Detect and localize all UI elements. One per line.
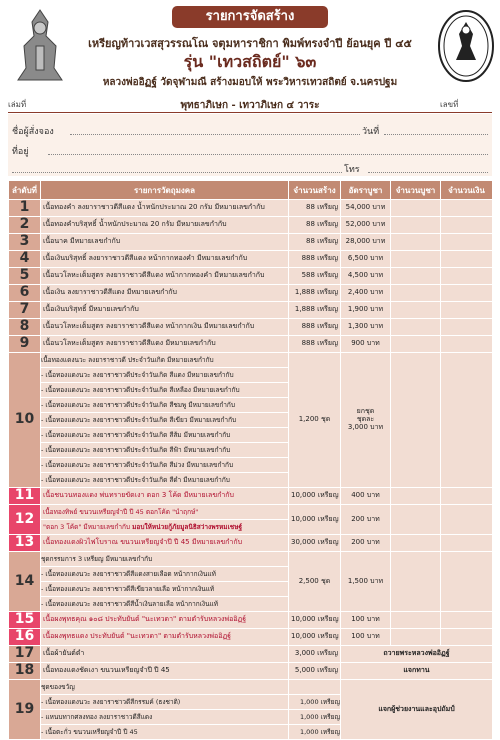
header-line-3: หลวงพ่ออิฏฐ์ วัดจุฬามณี สร้างมอบให้ พระวิหารเทวสถิตย์ จ.นครปฐม	[102, 77, 398, 88]
book-number-label: เล่มที่	[8, 100, 27, 109]
amount-cell[interactable]	[441, 234, 493, 251]
table-row: 13 เนื้อทองแดงผิวไฟโบราณ ขนวนเหรียญจำปี ปี 45 มีหมายเลขกำกับ 30,000 เหรียญ 200 บาท	[9, 535, 493, 552]
table-row: 19 ชุดของขวัญ - เนื้อทองแดงนวะ ลงยาราชาวดีสีกรรมค์ (ธงชาติ) - แหนบทากศลงทอง ลงยาราชาวดีสีแดง - เนื้อตะกั่ว ขนวนเหรียญจำปี ปี 45 1,000 เหรียญ 1,000 เหรียญ 1,000 เหรียญ แจกผู้ช่วยงานและอุปถัมป์	[9, 680, 493, 740]
amount-cell[interactable]	[441, 535, 493, 552]
amount-cell[interactable]	[441, 251, 493, 268]
header-line-2: รุ่น "เทวสถิตย์" ๖๓	[183, 52, 317, 71]
table-row: 16 เนื้อผงพุทธแดง ประทับยันต์ "นะเทวดา" ตามตำรับหลวงพ่ออิฏฐ์ 10,000 เหรียญ 100 บาท	[9, 629, 493, 646]
order-qty-cell[interactable]	[391, 285, 441, 302]
table-row: 10 เนื้อทองแดงนวะ ลงยาราชาวดี ประจำวันเกิด มีหมายเลขกำกับ - เนื้อทองแดงนวะ ลงยาราชาวดีประจำวันเกิด สีแดง มีหมายเลขกำกับ - เนื้อทองแดงนวะ ลงยาราชาวดีประจำวันเกิด สีเหลือง มีหมายเลขกำกับ - เนื้อทองแดงนวะ ลงยาราชาวดีประจำวันเกิด สีชมพู มีหมายเลขกำกับ - เนื้อทองแดงนวะ ลงยาราชาวดีประจำวันเกิด สีเขียว มีหมายเลขกำกับ - เนื้อทองแดงนวะ ลงยาราชาวดีประจำวันเกิด สีส้ม มีหมายเลขกำกับ - เนื้อทองแดงนวะ ลงยาราชาวดีประจำวันเกิด สีฟ้า มีหมายเลขกำกับ - เนื้อทองแดงนวะ ลงยาราชาวดีประจำวันเกิด สีม่วง มีหมายเลขกำกับ - เนื้อทองแดงนวะ ลงยาราชาวดีประจำวันเกิด สีดำ มีหมายเลขกำกับ 1,200 ชุด ยกชุด ชุดละ 3,000 บาท	[9, 353, 493, 488]
divider	[8, 112, 492, 113]
order-qty-cell[interactable]	[391, 234, 441, 251]
col-header-price: อัตราบูชา	[341, 181, 391, 200]
order-qty-cell[interactable]	[391, 629, 441, 646]
page-title: รายการจัดสร้าง	[172, 6, 328, 28]
order-qty-cell[interactable]	[391, 200, 441, 217]
col-header-no: ลำดับที่	[9, 181, 41, 200]
table-row: 17 เนื้อผ้ายันต์ตำ 3,000 เหรียญ ถวายพระหลวงพ่ออิฏฐ์	[9, 646, 493, 663]
order-qty-cell[interactable]	[391, 612, 441, 629]
amount-cell[interactable]	[441, 217, 493, 234]
table-row: 4 เนื้อเงินบริสุทธิ์ ลงยาราชาวดีสีแดง หน้ากากทองคำ มีหมายเลขกำกับ 888 เหรียญ 6,500 บาท	[9, 251, 493, 268]
amount-cell[interactable]	[441, 552, 493, 612]
customer-form	[8, 114, 492, 176]
amount-cell[interactable]	[441, 285, 493, 302]
item-table	[8, 180, 493, 740]
order-qty-cell[interactable]	[391, 251, 441, 268]
amount-cell[interactable]	[441, 302, 493, 319]
order-qty-cell[interactable]	[391, 552, 441, 612]
amount-cell[interactable]	[441, 353, 493, 488]
order-qty-cell[interactable]	[391, 535, 441, 552]
order-qty-cell[interactable]	[391, 505, 441, 535]
table-row: 6 เนื้อเงิน ลงยาราชาวดีสีแดง มีหมายเลขกำกับ 1,888 เหรียญ 2,400 บาท	[9, 285, 493, 302]
col-header-order-qty: จำนวนบูชา	[391, 181, 441, 200]
deity-emblem-icon	[10, 6, 70, 86]
table-row: 15 เนื้อผงพุทธคุณ ๑๐๘ ประทับยันต์ "นะเทวดา" ตามตำรับหลวงพ่ออิฏฐ์ 10,000 เหรียญ 100 บาท	[9, 612, 493, 629]
address-field[interactable]	[48, 154, 488, 155]
amount-cell[interactable]	[441, 268, 493, 285]
date-field[interactable]	[384, 134, 488, 135]
name-field[interactable]	[70, 134, 360, 135]
date-label: วันที่	[362, 127, 380, 137]
amount-cell[interactable]	[441, 336, 493, 353]
order-qty-cell[interactable]	[391, 319, 441, 336]
table-row: 9 เนื้อนวโลหะเต็มสูตร ลงยาราชาวดีสีแดง มีหมายเลขกำกับ 888 เหรียญ 900 บาท	[9, 336, 493, 353]
table-row: 7 เนื้อเงินบริสุทธิ์ มีหมายเลขกำกับ 1,888 เหรียญ 1,900 บาท	[9, 302, 493, 319]
col-header-amount: จำนวนเงิน	[441, 181, 493, 200]
order-qty-cell[interactable]	[391, 268, 441, 285]
order-qty-cell[interactable]	[391, 217, 441, 234]
table-row: 5 เนื้อนวโลหะเต็มสูตร ลงยาราชาวดีสีแดง หน้ากากทองคำ มีหมายเลขกำกับ 588 เหรียญ 4,500 บาท	[9, 268, 493, 285]
table-row: 14 ชุดกรรมการ 3 เหรียญ มีหมายเลขกำกับ - เนื้อทองแดงนวะ ลงยาราชาวดีสีแดงสายเลือด หน้ากากเงินแท้ - เนื้อทองแดงนวะ ลงยาราชาวดีสีเขียวลายเลือ หน้ากากเงินแท้ - เนื้อทองแดงนวะ ลงยาราชาวดีสีน้ำเงินลายเลือ หน้ากากเงินแท้ 2,500 ชุด 1,500 บาท	[9, 552, 493, 612]
amount-cell[interactable]	[441, 505, 493, 535]
phone-label: โทร	[344, 165, 360, 175]
table-row: 12 เนื้อทองทิพย์ ขนวนเหรียญจำปี ปี 45 ตอกโค้ด "นำฤกษ์" "ตอก 3 โค้ด" มีหมายเลขกำกับ มอบให้หน่วยกู้ภัยมูลนิธิสว่างพรหมเชษฐ์ 10,000 เหรียญ 200 บาท	[9, 505, 493, 535]
order-qty-cell[interactable]	[391, 353, 441, 488]
col-header-qty: จำนวนสร้าง	[289, 181, 341, 200]
table-row: 3 เนื้อนาค มีหมายเลขกำกับ 88 เหรียญ 28,000 บาท	[9, 234, 493, 251]
amount-cell[interactable]	[441, 612, 493, 629]
amount-cell[interactable]	[441, 629, 493, 646]
order-qty-cell[interactable]	[391, 302, 441, 319]
table-row: 18 เนื้อทองแดงชัดเงา ขนวนเหรียญจำปี ปี 45 5,000 เหรียญ แจกทาน	[9, 663, 493, 680]
item-number-label: เลขที่	[440, 100, 459, 109]
amount-cell[interactable]	[441, 200, 493, 217]
header-line-4: พุทธาภิเษก - เทวาภิเษก ๔ วาระ	[180, 100, 320, 111]
table-row: 2 เนื้อทองคำบริสุทธิ์ น้ำหนักประมาณ 20 กรัม มีหมายเลขกำกับ 88 เหรียญ 52,000 บาท	[9, 217, 493, 234]
header-line-1: เหรียญท้าวเวสสุวรรณโณ จตุมหาราชิกา พิมพ์ทรงจำปี ย้อนยุค ปี ๔๕	[88, 37, 412, 50]
amount-cell[interactable]	[441, 319, 493, 336]
amount-cell[interactable]	[441, 488, 493, 505]
seal-emblem-icon	[436, 6, 496, 86]
phone-field[interactable]	[368, 172, 488, 173]
table-row: 8 เนื้อนวโลหะเต็มสูตร ลงยาราชาวดีสีแดง หน้ากากเงิน มีหมายเลขกำกับ 888 เหรียญ 1,300 บาท	[9, 319, 493, 336]
name-label: ชื่อผู้สั่งจอง	[12, 127, 54, 137]
address-field-2[interactable]	[12, 172, 342, 173]
order-qty-cell[interactable]	[391, 336, 441, 353]
order-qty-cell[interactable]	[391, 488, 441, 505]
table-row: 1 เนื้อทองคำ ลงยาราชาวดีสีแดง น้ำหนักประมาณ 20 กรัม มีหมายเลขกำกับ 88 เหรียญ 54,000 บาท	[9, 200, 493, 217]
table-row: 11 เนื้อชนวนทองแดง พ่นทรายขัดเงา ตอก 3 โค้ด มีหมายเลขกำกับ 10,000 เหรียญ 400 บาท	[9, 488, 493, 505]
address-label: ที่อยู่	[12, 147, 29, 157]
col-header-item: รายการวัตถุมงคล	[41, 181, 289, 200]
